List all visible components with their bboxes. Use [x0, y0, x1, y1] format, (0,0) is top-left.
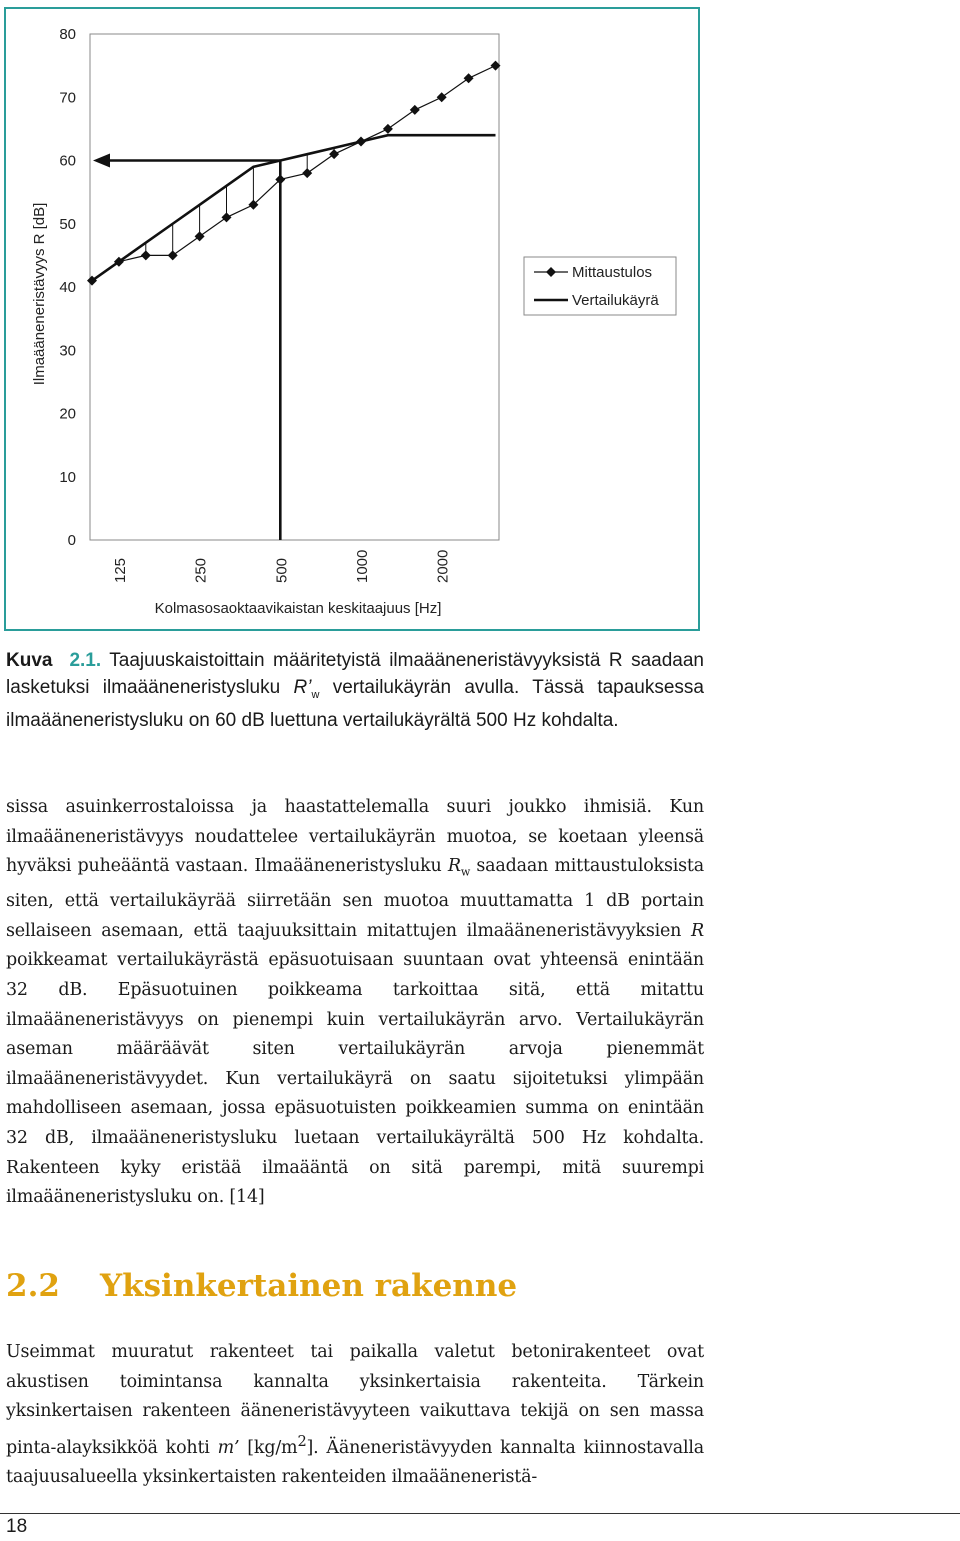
data-point-mittaustulos [168, 250, 178, 260]
data-point-mittaustulos [383, 124, 393, 134]
y-tick-label: 0 [67, 532, 76, 549]
body1-text-2: saadaan mittaustuloksista siten, että vertailukäyrää siirretään sen muotoa muuttamatta 1 dB portain sellaiseen asemaan, että taajuuksittain mitattujen ilmaääneneristävyyksien [6, 856, 704, 941]
caption-subscript-w: w [311, 688, 320, 701]
x-tick-label: 500 [273, 557, 291, 583]
y-tick-label: 50 [59, 215, 76, 233]
data-point-mittaustulos [464, 73, 474, 83]
body1-text-3: poikkeamat vertailukäyrästä epäsuotuisaan suuntaan ovat yhteensä enintään 32 dB. Epäsuotuinen poikkeama tarkoittaa sitä, että mitattu ilmaääneneristävyys on pienempi kuin vertailukäyrän arvo. Vertailukäyrän aseman määräävät siten vertailukäyrän arvoja pienemmät ilmaääneneristävyydet. Kun vertailukäyrä on saatu sijoitetuksi ylimpään mahdolliseen asemaan, jossa epäsuotuisten poikkeamien summa on enintään 32 dB, ilmaääneneristysluku luetaan vertailukäyrältä 500 Hz kohdalta. Rakenteen kyky eristää ilmaääntä on sitä parempi, mitä suurempi ilmaääneneristysluku on. [14] [6, 950, 704, 1208]
data-point-mittaustulos [141, 250, 151, 260]
legend-label-vertailukayra: Vertailukäyrä [572, 292, 659, 309]
section-heading [6, 1268, 517, 1304]
body1-symbol-r2: R [691, 920, 704, 941]
data-point-mittaustulos [222, 212, 232, 222]
sound-insulation-chart [6, 9, 702, 633]
y-tick-label: 20 [59, 405, 76, 423]
caption-label: Kuva [6, 650, 53, 671]
x-tick-label: 250 [192, 557, 210, 583]
body2-symbol-m: m’ [217, 1437, 240, 1458]
section-number: 2.2 [6, 1268, 60, 1304]
caption-text-1: Taajuuskaistoittain määritetyistä ilmaääneneristävyyksistä R saadaan lasketuksi ilmaääneneristysluku [6, 650, 704, 698]
body1-subscript-w: w [460, 865, 471, 879]
figure-frame [4, 7, 700, 631]
caption-symbol-r: R’ [293, 676, 312, 698]
data-point-mittaustulos [356, 137, 366, 147]
caption-text-2: vertailukäyrän avulla. Tässä tapauksessa ilmaääneneristysluku on 60 dB luettuna vertailukäyrältä 500 Hz kohdalta. [6, 676, 704, 731]
series-line-vertailukayra [92, 135, 496, 280]
y-tick-label: 60 [59, 152, 76, 170]
y-tick-label: 40 [59, 279, 76, 296]
series-line-mittaustulos [92, 66, 496, 281]
body-paragraph-1 [6, 793, 704, 1213]
data-point-mittaustulos [329, 149, 339, 159]
section-title: Yksinkertainen rakenne [100, 1268, 518, 1304]
x-axis-label: Kolmasosaoktaavikaistan keskitaajuus [Hz] [154, 600, 442, 617]
plot-area-border [90, 34, 499, 540]
data-point-mittaustulos [302, 168, 312, 178]
body2-text-2: [kg/m [239, 1437, 298, 1458]
reading-arrowhead [93, 154, 110, 168]
y-axis-label: Ilmaääneneristävyys R [dB] [31, 202, 48, 386]
data-point-mittaustulos [195, 231, 205, 241]
page-number: 18 [6, 1516, 28, 1537]
body-paragraph-2 [6, 1338, 704, 1493]
body1-text-1: sissa asuinkerrostaloissa ja haastattelemalla suuri joukko ihmisiä. Kun ilmaääneneristävyys noudattelee vertailukäyrän muotoa, se koetaan yleensä hyväksi puheääntä vastaan. Ilmaääneneristysluku [6, 797, 704, 877]
body1-symbol-r: R [447, 856, 461, 877]
x-tick-label: 125 [111, 557, 129, 583]
y-tick-label: 30 [59, 342, 76, 360]
caption-number: 2.1. [69, 650, 102, 671]
x-tick-label: 1000 [354, 549, 371, 583]
data-point-mittaustulos [437, 92, 447, 102]
legend-label-mittaustulos: Mittaustulos [572, 264, 653, 281]
figure-caption [6, 648, 704, 734]
body2-text-3: ]. Ääneneristävyyden kannalta kiinnostavalla taajuusalueella yksinkertaisten rakenteiden ilmaääneneristä- [6, 1437, 704, 1488]
y-tick-label: 80 [59, 26, 76, 43]
footer-rule [0, 1513, 960, 1514]
y-tick-label: 10 [59, 468, 76, 486]
data-point-mittaustulos [410, 105, 420, 115]
x-tick-label: 2000 [434, 549, 452, 583]
body2-superscript: 2 [297, 1432, 307, 1450]
y-tick-label: 70 [59, 89, 76, 107]
body2-text-1: Useimmat muuratut rakenteet tai paikalla valetut betonirakenteet ovat akustisen toimintansa kannalta yksinkertaisia rakenteita. Tärkein yksinkertaisen rakenteen ääneneristävyyteen vaikuttava tekijä on sen massa pinta-alayksikköä kohti [6, 1342, 704, 1458]
